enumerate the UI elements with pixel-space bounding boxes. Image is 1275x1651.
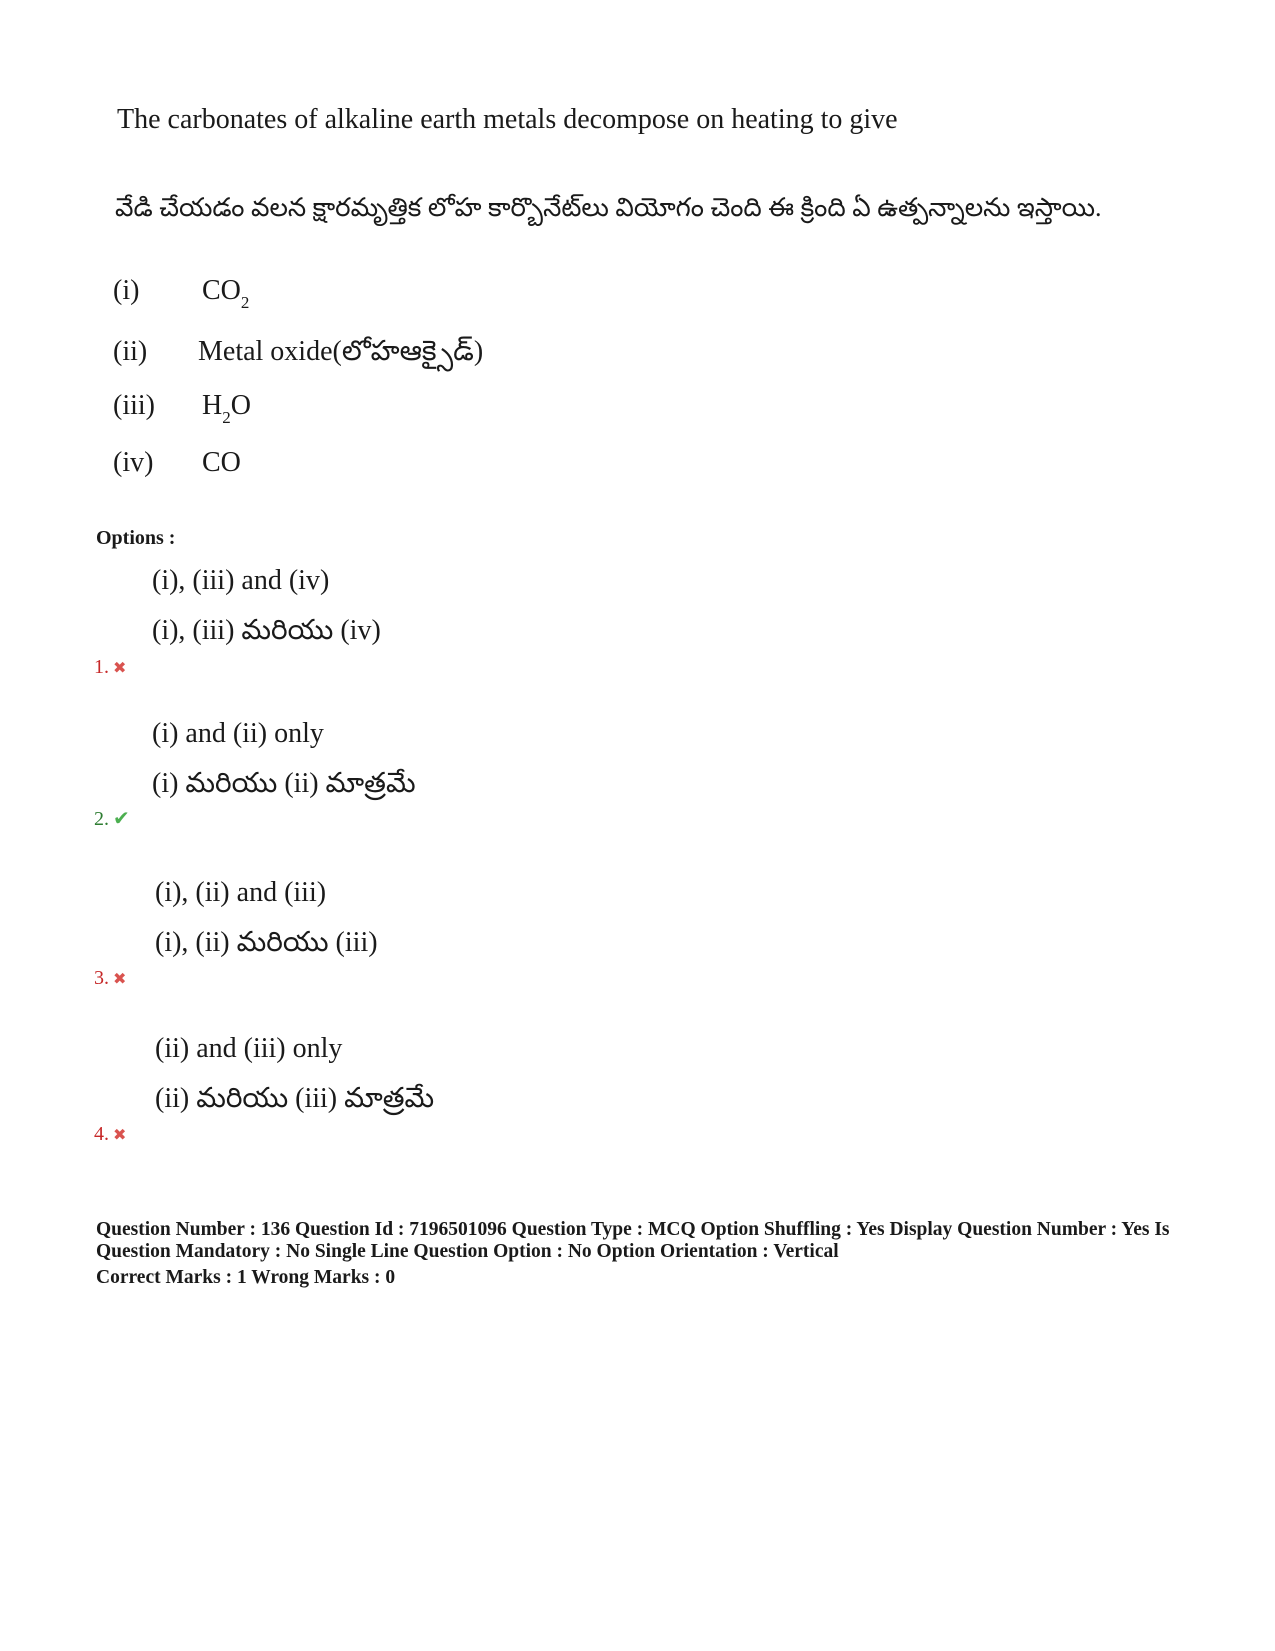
question-text-english: The carbonates of alkaline earth metals decompose on heating to give: [117, 104, 898, 135]
option-1-text-telugu: (i), (iii) మరియు (iv): [152, 615, 381, 646]
item-value: $H_2O$: [202, 390, 251, 427]
wrong-cross-icon: ✖: [113, 1127, 127, 1144]
item-value: $CO_2$: [202, 275, 250, 312]
item-value: Metal oxide(లోహఆక్సైడ్): [198, 336, 484, 367]
option-2-text-english: (i) and (ii) only: [152, 718, 324, 749]
option-3-text-english: (i), (ii) and (iii): [155, 877, 327, 908]
wrong-cross-icon: ✖: [113, 971, 127, 988]
item-number: (iv): [113, 447, 154, 478]
option-1-marker[interactable]: [94, 656, 126, 679]
option-2-text-telugu: (i) మరియు (ii) మాత్రమే: [152, 768, 416, 799]
question-meta-line-2: Question Mandatory : No Single Line Question Option : No Option Orientation : Vertical: [96, 1241, 839, 1262]
option-1-text-english: (i), (iii) and (iv): [152, 565, 330, 596]
option-4-text-english: (ii) and (iii) only: [155, 1033, 343, 1064]
option-2-marker[interactable]: [94, 806, 130, 831]
question-marks: Correct Marks : 1 Wrong Marks : 0: [96, 1267, 396, 1288]
option-number: 1.: [94, 656, 109, 678]
option-number: 3.: [94, 967, 109, 989]
option-number: 4.: [94, 1123, 109, 1145]
option-3-marker[interactable]: [94, 967, 126, 990]
option-4-marker[interactable]: [94, 1123, 126, 1146]
question-meta-line-1: Question Number : 136 Question Id : 7196501096 Question Type : MCQ Option Shuffling : Yes Display Question Number : Yes Is: [96, 1219, 1170, 1240]
item-number: (i): [113, 275, 140, 306]
option-4-text-telugu: (ii) మరియు (iii) మాత్రమే: [155, 1083, 435, 1114]
question-text-telugu: వేడి చేయడం వలన క్షారమృత్తిక లోహ కార్బొనేట్‌లు వియోగం చెంది ఈ క్రింది ఏ ఉత్పన్నాలను ఇస్తాయి.: [115, 193, 1102, 222]
option-3-text-telugu: (i), (ii) మరియు (iii): [155, 927, 378, 958]
item-number: (ii): [113, 336, 148, 367]
options-label: Options :: [96, 527, 176, 549]
correct-check-icon: ✔: [113, 808, 130, 830]
option-number: 2.: [94, 808, 109, 830]
item-value: CO: [202, 447, 241, 478]
wrong-cross-icon: ✖: [113, 660, 127, 677]
item-number: (iii): [113, 390, 155, 421]
